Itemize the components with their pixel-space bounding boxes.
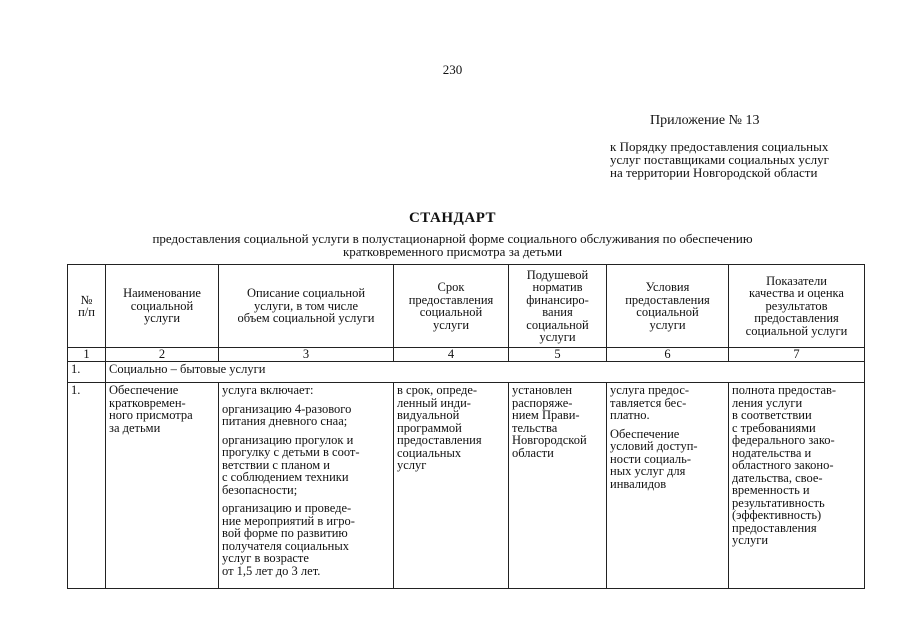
- text-line: ных услуг для: [610, 464, 686, 478]
- document-subtitle: [95, 232, 810, 258]
- column-number: 6: [607, 348, 729, 362]
- text-line: услуги: [539, 330, 576, 344]
- row-term: [394, 383, 509, 589]
- text-line: Обеспечение: [109, 383, 179, 397]
- header-term: [394, 265, 509, 348]
- text-line: условий доступ-: [610, 439, 698, 453]
- column-number: 4: [394, 348, 509, 362]
- text-line: ного присмотра: [109, 408, 193, 422]
- text-line: безопасности;: [222, 482, 298, 497]
- column-number: 7: [729, 348, 865, 362]
- row-norm: [509, 383, 607, 589]
- header-row: [68, 265, 865, 348]
- text-line: услуга включает:: [222, 383, 314, 397]
- subtitle-line: кратковременного присмотра за детьми: [342, 244, 563, 259]
- text-line: предоставления: [397, 433, 482, 447]
- text-line: организацию и проведе-: [222, 501, 352, 515]
- row-description: [219, 383, 394, 589]
- text-line: финансиро-: [526, 292, 589, 307]
- text-line: предоставления: [732, 520, 817, 535]
- text-line: инвалидов: [610, 476, 667, 491]
- text-line: социальной: [419, 305, 483, 319]
- row-service-name: [106, 383, 219, 589]
- text-line: нием Прави-: [512, 408, 580, 422]
- text-line: услуга предос-: [610, 383, 690, 397]
- page-number: 230: [442, 62, 463, 77]
- appendix-title: Приложение № 13: [650, 113, 760, 128]
- text-line: нодательства и: [732, 445, 812, 460]
- text-line: вой форме по развитию: [222, 526, 348, 540]
- text-line: от 1,5 лет до 3 лет.: [222, 563, 321, 578]
- text-line: организацию прогулок и: [222, 432, 354, 447]
- text-line: федерального зако-: [732, 433, 835, 447]
- column-number: 2: [106, 348, 219, 362]
- text-line: социальной: [636, 305, 699, 319]
- text-line: Подушевой: [526, 267, 589, 282]
- subtitle-line: предоставления социальной услуги в полустационарной форме социального обслуживания по обеспечению: [152, 231, 753, 246]
- row-number: 1.: [68, 383, 106, 589]
- section-number: 1.: [68, 362, 106, 383]
- paragraph: [222, 384, 390, 397]
- text-line: кратковремен-: [109, 395, 186, 410]
- text-line: услуги: [143, 311, 181, 326]
- text-line: за детьми: [109, 420, 161, 435]
- text-line: областного законо-: [732, 458, 834, 472]
- header-description: [219, 265, 394, 348]
- text-line: видуальной: [397, 408, 460, 422]
- header-indicators: [729, 265, 865, 348]
- text-line: предоставления: [408, 292, 494, 307]
- text-line: Обеспечение: [610, 426, 680, 441]
- column-number: 1: [68, 348, 106, 362]
- text-line: предоставления: [754, 311, 839, 326]
- text-line: услуги, в том числе: [253, 298, 359, 313]
- header-conditions: [607, 265, 729, 348]
- header-service-name: [106, 265, 219, 348]
- text-line: дательства, свое-: [732, 470, 823, 485]
- text-line: услуги: [432, 317, 470, 332]
- paragraph: [610, 428, 725, 491]
- text-line: ления услуги: [732, 395, 803, 410]
- text-line: с соблюдением техники: [222, 470, 349, 484]
- text-line: получателя социальных: [222, 538, 350, 553]
- text-line: в срок, опреде-: [397, 383, 478, 397]
- text-line: платно.: [610, 408, 650, 422]
- text-line: результативность: [732, 495, 825, 510]
- text-line: социальной услуги: [745, 323, 848, 338]
- appendix-line: к Порядку предоставления социальных: [610, 139, 829, 154]
- text-line: тавляется бес-: [610, 395, 687, 410]
- header-norm: [509, 265, 607, 348]
- text-line: области: [512, 445, 554, 460]
- column-number-row: [68, 348, 865, 362]
- text-line: ветствии с планом и: [222, 457, 330, 472]
- text-line: социальных: [397, 445, 462, 460]
- paragraph: [222, 403, 390, 428]
- appendix-text: [610, 140, 880, 179]
- text-line: в соответствии: [732, 408, 812, 422]
- text-line: установлен: [512, 383, 573, 397]
- text-line: вания: [542, 305, 573, 319]
- column-number: 3: [219, 348, 394, 362]
- text-line: норматив: [532, 280, 583, 294]
- text-line: объем социальной услуги: [237, 311, 375, 326]
- text-line: организацию 4-разового: [222, 401, 352, 416]
- row-conditions: [607, 383, 729, 589]
- text-line: Условия: [645, 280, 690, 294]
- text-line: Описание социальной: [246, 286, 366, 301]
- document-title: СТАНДАРТ: [408, 210, 497, 226]
- text-line: услуги: [732, 533, 769, 547]
- paragraph: [222, 502, 390, 577]
- paragraph: [610, 384, 725, 422]
- header-number: [68, 265, 106, 348]
- text-line: Новгородской: [512, 433, 587, 447]
- text-line: полнота предостав-: [732, 383, 837, 397]
- text-line: с требованиями: [732, 420, 816, 435]
- text-line: программой: [397, 420, 462, 435]
- section-row: [68, 362, 865, 383]
- text-line: социальной: [130, 298, 194, 313]
- standard-table: [67, 264, 865, 589]
- text-line: Срок: [437, 280, 465, 294]
- section-label: Социально – бытовые услуги: [106, 362, 865, 383]
- text-line: п/п: [78, 305, 95, 319]
- text-line: услуг: [397, 458, 427, 472]
- text-line: качества и оценка: [749, 286, 844, 301]
- text-line: социальной: [526, 317, 589, 332]
- text-line: услуг в возрасте: [222, 551, 309, 565]
- text-line: ности социаль-: [610, 451, 692, 466]
- text-line: Показатели: [766, 273, 827, 288]
- text-line: временность и: [732, 483, 810, 497]
- appendix-line: на территории Новгородской области: [610, 165, 818, 180]
- text-line: предоставления: [625, 292, 710, 307]
- text-line: (эффективность): [732, 508, 822, 522]
- column-number: 5: [509, 348, 607, 362]
- text-line: ние мероприятий в игро-: [222, 513, 355, 528]
- text-line: Наименование: [123, 286, 201, 301]
- appendix-line: услуг поставщиками социальных услуг: [610, 152, 829, 167]
- paragraph: [222, 434, 390, 497]
- text-line: прогулку с детьми в соот-: [222, 445, 360, 459]
- text-line: результатов: [765, 298, 828, 313]
- text-line: тельства: [512, 420, 558, 435]
- text-line: распоряже-: [512, 395, 573, 410]
- row-indicators: [729, 383, 865, 589]
- text-line: питания дневного снаа;: [222, 414, 348, 428]
- table-row: [68, 383, 865, 589]
- text-line: услуги: [649, 317, 686, 332]
- text-line: №: [80, 292, 93, 307]
- text-line: ленный инди-: [397, 395, 471, 410]
